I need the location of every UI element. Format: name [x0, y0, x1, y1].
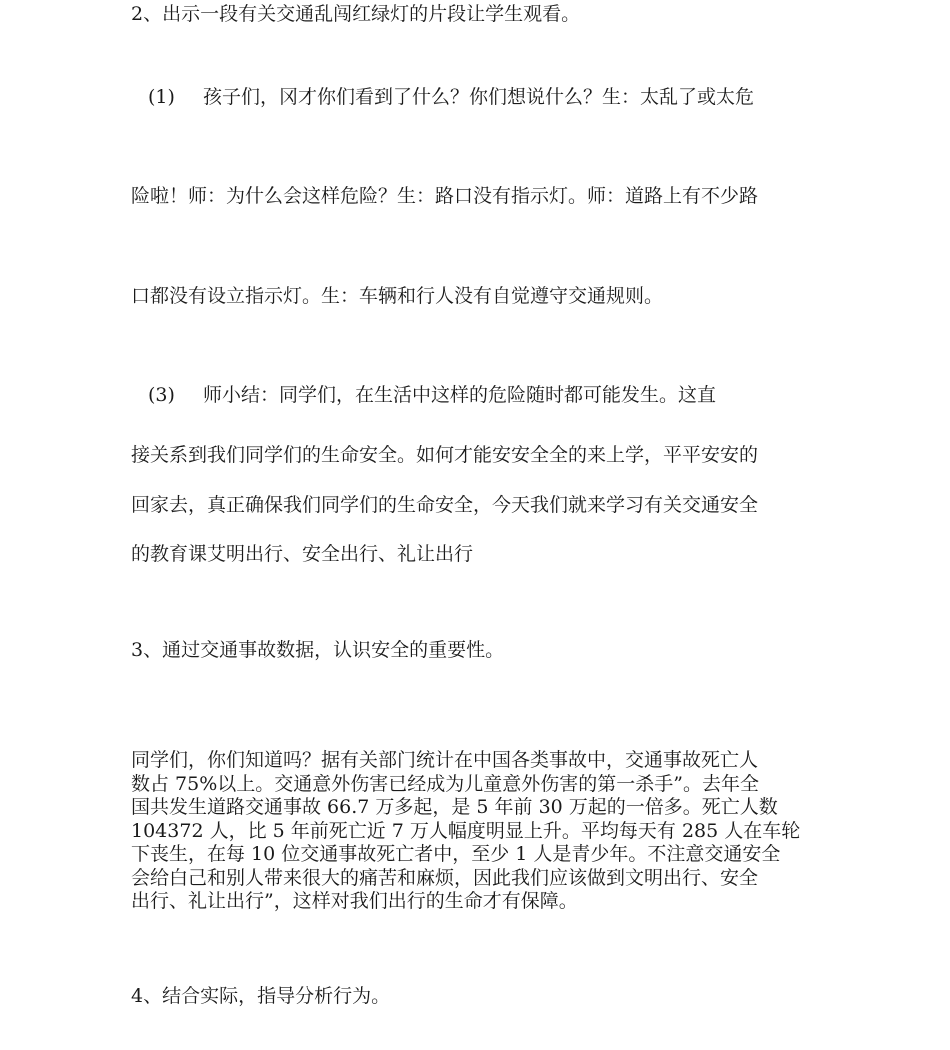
- stats-line: 国共发生道路交通事故 66.7 万多起，是 5 年前 30 万起的一倍多。死亡人数: [131, 796, 778, 818]
- statistics-paragraph: [131, 749, 821, 914]
- q3-text-line1: 师小结：同学们，在生活中这样的危险随时都可能发生。这直: [203, 384, 717, 406]
- q1-line1: [148, 85, 754, 109]
- stats-line: 数占 75%以上。交通意外伤害已经成为儿童意外伤害的第一杀手”。去年全: [131, 772, 759, 795]
- step3-heading: 3、通过交通事故数据，认识安全的重要性。: [131, 639, 505, 661]
- step4-heading: 4、结合实际，指导分析行为。: [131, 985, 391, 1007]
- q3-line3: 回家去，真正确保我们同学们的生命安全，今天我们就来学习有关交通安全: [131, 494, 759, 516]
- q1-marker: (1): [148, 86, 175, 108]
- q1-line3: 口都没有设立指示灯。生：车辆和行人没有自觉遵守交通规则。: [131, 285, 664, 307]
- stats-line: 会给白己和别人带来很大的痛苦和麻烦，因此我们应该做到文明出行、安全: [131, 866, 759, 889]
- q1-line2: 险啦！师：为什么会这样危险？生：路口没有指示灯。师：道路上有不少路: [131, 185, 759, 207]
- q3-line4: 的教育课艾明出行、安全出行、礼让出行: [131, 543, 474, 565]
- stats-line: 同学们，你们知道吗？据有关部门统计在中国各类事故中，交通事故死亡人: [131, 749, 759, 771]
- step2-heading: 2、出示一段有关交通乱闯红绿灯的片段让学生观看。: [131, 3, 581, 25]
- q1-text-line1: 孩子们，冈才你们看到了什么？你们想说什么？生：太乱了或太危: [203, 86, 755, 108]
- stats-line: 下丧生，在每 10 位交通事故死亡者中，至少 1 人是青少年。不注意交通安全: [131, 843, 781, 865]
- stats-line: 104372 人，比 5 年前死亡近 7 万人幅度明显上升。平均每天有 285 人在车轮: [131, 819, 801, 842]
- q3-marker: (3): [148, 384, 175, 406]
- q3-line2: 接关系到我们同学们的生命安全。如何才能安安全全的来上学，平平安安的: [131, 444, 759, 466]
- stats-line: 出行、礼让出行”，这样对我们出行的生命才有保障。: [131, 890, 578, 912]
- q3-line1: [148, 383, 716, 407]
